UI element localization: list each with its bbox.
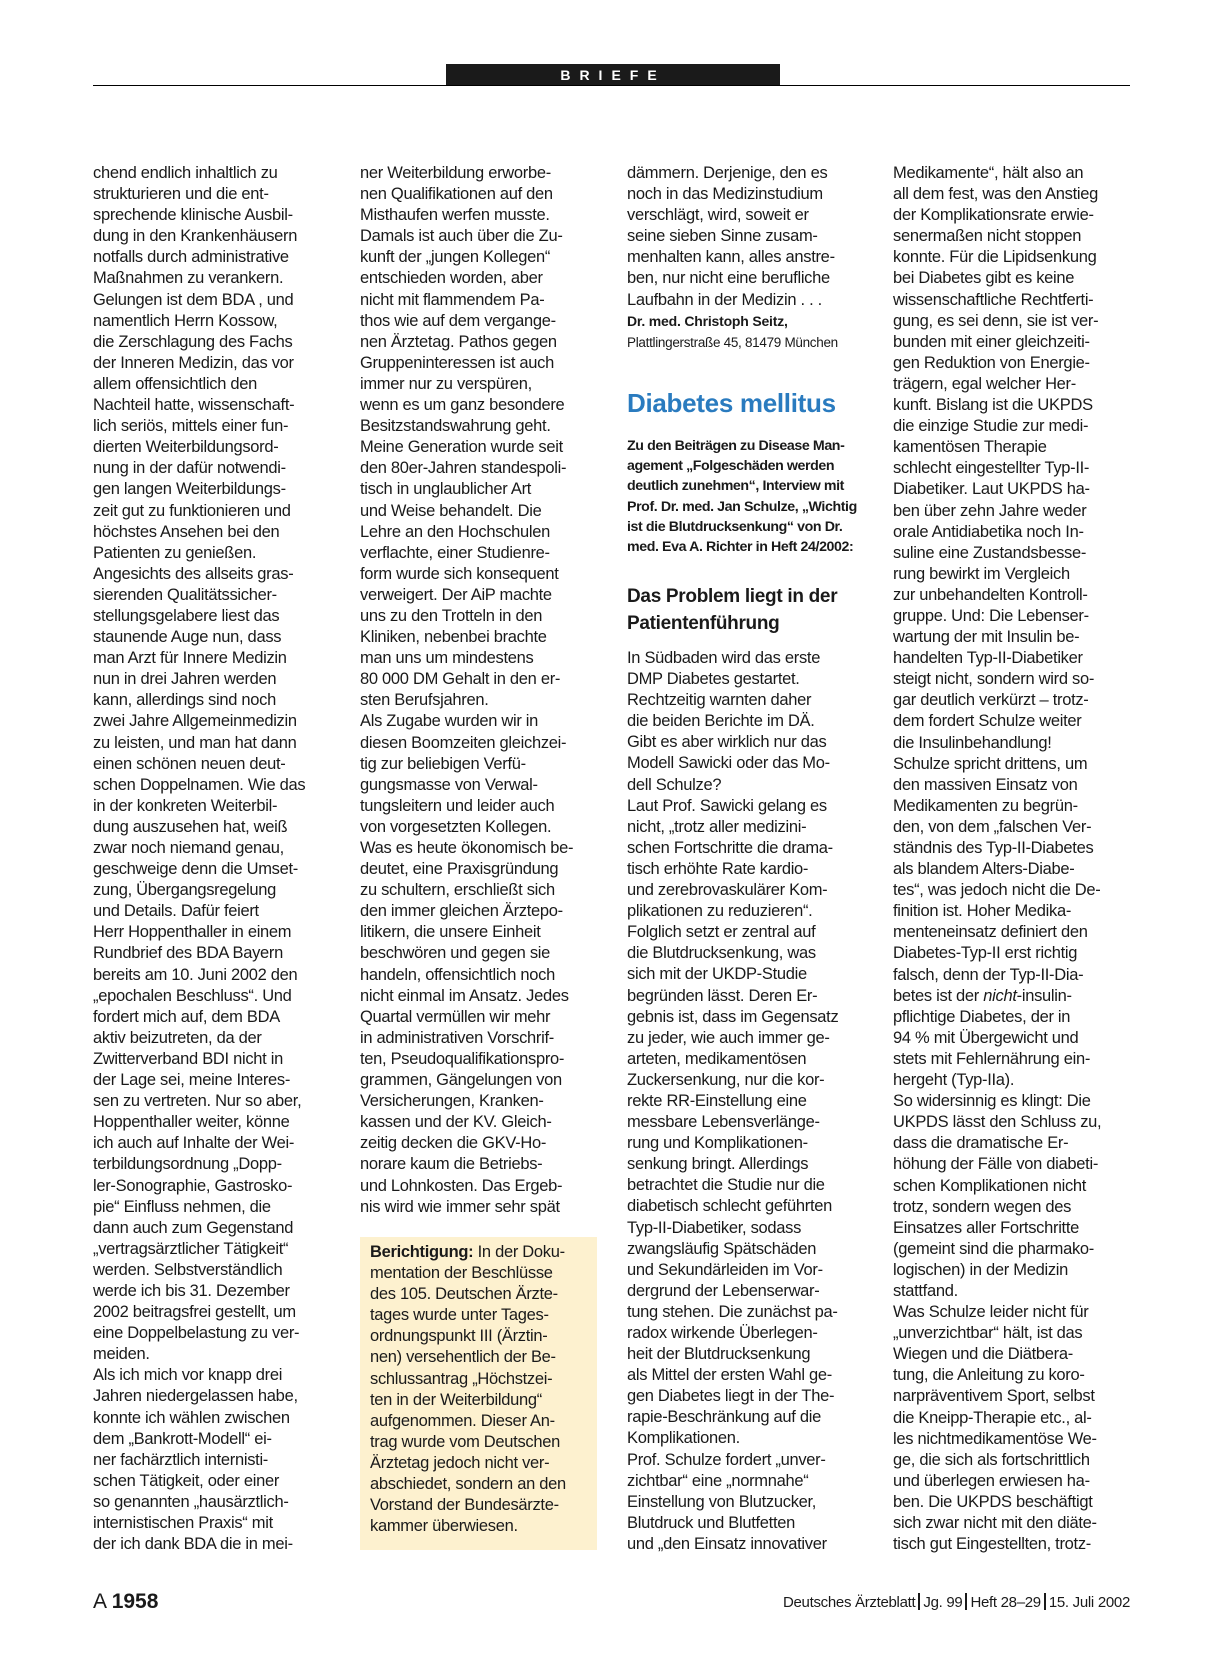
text-line: nen Qualifikationen auf den bbox=[360, 185, 553, 204]
text-line: aufgenommen. Dieser An- bbox=[370, 1411, 555, 1430]
text-line: Als Zugabe wurden wir in bbox=[360, 712, 539, 731]
issue: Heft 28–29 bbox=[970, 1594, 1041, 1611]
text-line: stattfand. bbox=[893, 1281, 958, 1300]
text-line: Was Schulze leider nicht für bbox=[893, 1303, 1089, 1322]
text-line: namentlich Herrn Kossow, bbox=[93, 311, 278, 330]
text-line: dann auch zum Gegenstand bbox=[93, 1218, 294, 1237]
text-line: den massiven Einsatz von bbox=[893, 775, 1078, 794]
text-line: sen zu vertreten. Nur so aber, bbox=[93, 1092, 302, 1111]
text-line: gungsmasse von Verwal- bbox=[360, 775, 538, 794]
text-line: wissenschaftliche Rechtferti- bbox=[893, 290, 1094, 309]
article-subhead bbox=[627, 583, 872, 637]
text-line: ständnis des Typ-II-Diabetes bbox=[893, 839, 1094, 857]
text-line: „vertragsärztlicher Tätigkeit“ bbox=[93, 1239, 289, 1258]
text-line: deutlich zunehmen“, Interview mit bbox=[627, 478, 844, 495]
text-line: Wiegen und die Diätbera- bbox=[893, 1345, 1073, 1364]
column-2 bbox=[360, 163, 600, 1218]
text-line: kammer überwiesen. bbox=[370, 1517, 518, 1536]
column-3-body bbox=[627, 648, 867, 1555]
text-line: rung und Komplikationen- bbox=[627, 1134, 808, 1153]
text-line: les nichtmedikamentöse We- bbox=[893, 1429, 1097, 1448]
text-line: Damals ist auch über die Zu- bbox=[360, 227, 563, 246]
text-line: schen Doppelnamen. Wie das bbox=[93, 775, 306, 794]
text-line: In Südbaden wird das erste bbox=[627, 649, 821, 667]
text-line: pie“ Einfluss nehmen, die bbox=[93, 1197, 271, 1216]
text-line: die Blutdrucksenkung, was bbox=[627, 944, 816, 963]
page-number: A 1958 bbox=[93, 1590, 159, 1613]
text-line: kunft. Bislang ist die UKPDS bbox=[893, 396, 1093, 415]
text-line: stets mit Fehlernährung ein- bbox=[893, 1049, 1091, 1068]
text-line: So widersinnig es klingt: Die bbox=[893, 1092, 1091, 1111]
text-line: deutet, eine Praxisgründung bbox=[360, 860, 559, 879]
text-line: man Arzt für Innere Medizin bbox=[93, 649, 287, 668]
text-line: thos wie auf dem vergange- bbox=[360, 311, 556, 330]
text-line: und zerebrovaskulärer Kom- bbox=[627, 881, 828, 900]
text-line: Einsatzes aller Fortschritte bbox=[893, 1218, 1079, 1237]
text-line: rung bewirkt im Vergleich bbox=[893, 564, 1070, 583]
text-line: uns zu den Trotteln in den bbox=[360, 606, 543, 625]
text-line: mentation der Beschlüsse bbox=[370, 1264, 553, 1283]
text-line: rekte RR-Einstellung eine bbox=[627, 1091, 807, 1110]
footer-citation bbox=[783, 1593, 1130, 1611]
text-line: sierenden Qualitätssicher- bbox=[93, 585, 277, 604]
text-line: handeln, offensichtlich noch bbox=[360, 965, 555, 984]
text-line: strukturieren und die ent- bbox=[93, 185, 269, 204]
text-line: trag wurde vom Deutschen bbox=[370, 1432, 560, 1451]
text-line: Meine Generation wurde seit bbox=[360, 438, 563, 457]
text-line: 94 % mit Übergewicht und bbox=[893, 1028, 1079, 1047]
text-line: schlecht eingestellter Typ-II- bbox=[893, 459, 1090, 478]
text-line: sten Berufsjahren. bbox=[360, 691, 489, 710]
text-line: zwar noch niemand genau, bbox=[93, 839, 284, 857]
text-line: dung in den Krankenhäusern bbox=[93, 227, 298, 246]
text-line: form wurde sich konsequent bbox=[360, 564, 559, 583]
text-line: Hoppenthaller weiter, könne bbox=[93, 1113, 290, 1132]
text-line: ist die Blutdrucksenkung“ von Dr. bbox=[627, 518, 843, 535]
text-line: als blandem Alters-Diabe- bbox=[893, 860, 1075, 879]
text-line: staunende Auge nun, dass bbox=[93, 628, 282, 647]
text-line: zu jeder, wie auch immer ge- bbox=[627, 1028, 830, 1047]
text-line: Ärztetag jedoch nicht ver- bbox=[370, 1453, 550, 1472]
text-line: Das Problem liegt in der bbox=[627, 586, 838, 607]
text-line: den 80er-Jahren standespoli- bbox=[360, 459, 567, 478]
text-line: der Inneren Medizin, das vor bbox=[93, 353, 294, 372]
text-line: zeit gut zu funktionieren und bbox=[93, 501, 291, 520]
text-line: Diabetiker. Laut UKPDS ha- bbox=[893, 480, 1090, 499]
text-line: werden. Selbstverständlich bbox=[93, 1260, 283, 1279]
text-line: schen Tätigkeit, oder einer bbox=[93, 1471, 280, 1490]
text-line: diabetisch schlecht geführten bbox=[627, 1197, 833, 1216]
text-line: hergeht (Typ-IIa). bbox=[893, 1071, 1015, 1090]
text-line: tisch in unglaublicher Art bbox=[360, 480, 532, 499]
text-line: zwei Jahre Allgemeinmedizin bbox=[93, 712, 297, 731]
text-line: logischen) in der Medizin bbox=[893, 1260, 1069, 1279]
text-line: den immer gleichen Ärztepo- bbox=[360, 902, 563, 921]
text-line: und Details. Dafür feiert bbox=[93, 902, 259, 921]
text-line: agement „Folgeschäden werden bbox=[627, 458, 835, 475]
text-line: die einzige Studie zur medi- bbox=[893, 417, 1089, 436]
text-line: sprechende klinische Ausbil- bbox=[93, 206, 293, 225]
text-line: litikern, die unsere Einheit bbox=[360, 923, 541, 942]
text-line: DMP Diabetes gestartet. bbox=[627, 670, 800, 689]
text-line: ge, die sich als fortschrittlich bbox=[893, 1450, 1090, 1469]
text-line: Patienten zu genießen. bbox=[93, 543, 257, 562]
text-line: nicht, „trotz aller medizini- bbox=[627, 817, 807, 836]
text-line: trägern, egal welcher Her- bbox=[893, 374, 1076, 393]
text-line: ner fachärztlich internisti- bbox=[93, 1450, 269, 1469]
text-line: Einstellung von Blutzucker, bbox=[627, 1492, 817, 1511]
text-line: ten, Pseudoqualifikationspro- bbox=[360, 1049, 565, 1068]
text-line: 80 000 DM Gehalt in den er- bbox=[360, 670, 561, 689]
text-line: 2002 beitragsfrei gestellt, um bbox=[93, 1303, 296, 1322]
text-line: grammen, Gängelungen von bbox=[360, 1071, 562, 1090]
text-line: ich auch auf Inhalte der Wei- bbox=[93, 1134, 295, 1153]
text-line: Als ich mich vor knapp drei bbox=[93, 1366, 283, 1385]
text-line: einen schönen neuen deut- bbox=[93, 754, 286, 773]
text-line: zur unbehandelten Kontroll- bbox=[893, 585, 1088, 604]
text-line: tung stehen. Die zunächst pa- bbox=[627, 1302, 838, 1321]
text-line: steigt nicht, sondern wird so- bbox=[893, 670, 1095, 689]
text-line: suline eine Zustandsbesse- bbox=[893, 543, 1087, 562]
text-line: des 105. Deutschen Ärzte- bbox=[370, 1285, 558, 1304]
text-line: seine sieben Sinne zusam- bbox=[627, 227, 818, 246]
text-line: nen) versehentlich der Be- bbox=[370, 1348, 556, 1367]
text-line: tig zur beliebigen Verfü- bbox=[360, 754, 526, 773]
text-line: Prof. Dr. med. Jan Schulze, „Wichtig bbox=[627, 498, 857, 515]
text-line: Maßnahmen zu verankern. bbox=[93, 269, 284, 288]
text-line: allem offensichtlich den bbox=[93, 374, 258, 393]
text-line: pflichtige Diabetes, der in bbox=[893, 1007, 1071, 1026]
text-line: die Kneipp-Therapie etc., al- bbox=[893, 1408, 1092, 1427]
text-line: Modell Sawicki oder das Mo- bbox=[627, 754, 830, 773]
text-line: Gibt es aber wirklich nur das bbox=[627, 733, 827, 752]
text-line: höhung der Fälle von diabeti- bbox=[893, 1155, 1099, 1174]
text-line: dell Schulze? bbox=[627, 775, 722, 794]
header-rule bbox=[93, 85, 1130, 86]
journal-name: Deutsches Ärzteblatt bbox=[782, 1594, 916, 1611]
text-line: verflachte, einer Studienre- bbox=[360, 543, 550, 562]
text-line: die Insulinbehandlung! bbox=[893, 733, 1052, 752]
text-line: verweigert. Der AiP machte bbox=[360, 585, 552, 604]
text-line: sich mit der UKDP-Studie bbox=[627, 965, 807, 984]
text-line: arteten, medikamentösen bbox=[627, 1049, 807, 1068]
text-line: entschieden worden, aber bbox=[360, 269, 543, 288]
text-line: nicht einmal im Ansatz. Jedes bbox=[360, 986, 569, 1005]
text-line: betrachtet die Studie nur die bbox=[627, 1176, 825, 1195]
text-line: finition ist. Hoher Medika- bbox=[893, 902, 1072, 921]
text-line: Misthaufen werfen musste. bbox=[360, 206, 550, 225]
text-line: Was es heute ökonomisch be- bbox=[360, 839, 574, 857]
text-line: dierten Weiterbildungsord- bbox=[93, 438, 279, 457]
text-line: schen Fortschritte die drama- bbox=[627, 838, 833, 857]
text-line: stellungsgelabere liest das bbox=[93, 606, 280, 625]
text-line: der ich dank BDA die in mei- bbox=[93, 1535, 293, 1554]
text-line: bunden mit einer gleichzeiti- bbox=[893, 332, 1090, 351]
separator bbox=[965, 1593, 967, 1610]
text-line: in der konkreten Weiterbil- bbox=[93, 796, 278, 815]
text-line: handelten Typ-II-Diabetiker bbox=[893, 649, 1083, 668]
text-line: Versicherungen, Kranken- bbox=[360, 1092, 544, 1111]
text-line: wenn es um ganz besondere bbox=[360, 396, 565, 415]
text-line: Zu den Beiträgen zu Disease Man- bbox=[627, 438, 845, 454]
text-line: dem fordert Schulze weiter bbox=[893, 712, 1082, 731]
text-line: und „den Einsatz innovativer bbox=[627, 1534, 827, 1553]
text-line: Nachteil hatte, wissenschaft- bbox=[93, 396, 295, 415]
text-line: tages wurde unter Tages- bbox=[370, 1306, 549, 1325]
text-line: beschwören und gegen sie bbox=[360, 944, 551, 963]
text-line: Vorstand der Bundesärzte- bbox=[370, 1496, 559, 1515]
text-line: nung in der dafür notwendi- bbox=[93, 459, 286, 478]
text-line: Jahren niedergelassen habe, bbox=[93, 1387, 298, 1406]
text-line: tisch erhöhte Rate kardio- bbox=[627, 859, 809, 878]
text-line: der Komplikationsrate erwie- bbox=[893, 206, 1094, 225]
correction-text bbox=[370, 1242, 590, 1537]
column-4 bbox=[893, 163, 1133, 1555]
text-line: dergrund der Lebenserwar- bbox=[627, 1281, 820, 1300]
text-line: menhalten kann, alles anstre- bbox=[627, 248, 835, 267]
text-line: Medikamenten zu begrün- bbox=[893, 796, 1078, 815]
text-line: und überlegen erwiesen ha- bbox=[893, 1471, 1090, 1490]
issue-date: 15. Juli 2002 bbox=[1048, 1594, 1130, 1611]
text-line: meiden. bbox=[93, 1345, 150, 1364]
signature-name: Dr. med. Christoph Seitz, bbox=[627, 312, 788, 329]
text-line: gen Reduktion von Energie- bbox=[893, 353, 1090, 372]
text-line: gung, es sei denn, sie ist ver- bbox=[893, 311, 1099, 330]
section-header: BRIEFE bbox=[446, 64, 780, 85]
text-line: zichtbar“ eine „normnahe“ bbox=[627, 1471, 809, 1490]
text-line: Gruppeninteressen ist auch bbox=[360, 353, 554, 372]
text-line: gar deutlich verkürzt – trotz- bbox=[893, 691, 1089, 710]
text-line: Quartal vermüllen wir mehr bbox=[360, 1007, 551, 1026]
text-line: Typ-II-Diabetiker, sodass bbox=[627, 1218, 802, 1237]
text-line: gebnis ist, dass im Gegensatz bbox=[627, 1007, 839, 1026]
text-line: narpräventivem Sport, selbst bbox=[893, 1387, 1095, 1406]
text-line: zu leisten, und man hat dann bbox=[93, 733, 297, 752]
text-line: Medikamente“, hält also an bbox=[893, 164, 1084, 182]
text-line: den, von dem „falschen Ver- bbox=[893, 817, 1092, 836]
text-line: Kliniken, nebenbei brachte bbox=[360, 628, 547, 647]
text-line: ben. Die UKPDS beschäftigt bbox=[893, 1492, 1093, 1511]
text-line: dass die dramatische Er- bbox=[893, 1134, 1069, 1153]
text-line: Zuckersenkung, nur die kor- bbox=[627, 1070, 825, 1089]
text-line: dung auszusehen hat, weiß bbox=[93, 817, 288, 836]
text-line: messbare Lebensverlänge- bbox=[627, 1113, 820, 1132]
text-line: kassen und der KV. Gleich- bbox=[360, 1113, 552, 1132]
text-line: Rundbrief des BDA Bayern bbox=[93, 944, 283, 963]
text-line: begründen lässt. Deren Er- bbox=[627, 986, 818, 1005]
text-line: (gemeint sind die pharmako- bbox=[893, 1239, 1095, 1258]
text-line: radox wirkende Überlegen- bbox=[627, 1324, 818, 1342]
text-line: chend endlich inhaltlich zu bbox=[93, 164, 278, 182]
text-line: plikationen zu reduzieren“. bbox=[627, 902, 813, 921]
separator bbox=[918, 1593, 920, 1610]
text-line: so genannten „hausärztlich- bbox=[93, 1492, 289, 1511]
text-line: Lehre an den Hochschulen bbox=[360, 522, 551, 541]
text-line: und Lohnkosten. Das Ergeb- bbox=[360, 1176, 563, 1195]
text-line: tung, die Anleitung zu koro- bbox=[893, 1366, 1085, 1385]
text-line: Folglich setzt er zentral auf bbox=[627, 923, 816, 942]
text-line: heit der Blutdrucksenkung bbox=[627, 1345, 811, 1364]
text-line: konnte ich wählen zwischen bbox=[93, 1408, 290, 1427]
text-line: nicht mit flammendem Pa- bbox=[360, 290, 545, 309]
text-line: dämmern. Derjenige, den es bbox=[627, 164, 828, 182]
text-line: nis wird wie immer sehr spät bbox=[360, 1197, 560, 1216]
text-line: zu schultern, erschließt sich bbox=[360, 881, 555, 900]
text-line: in administrativen Vorschrif- bbox=[360, 1028, 554, 1047]
text-line: noch in das Medizinstudium bbox=[627, 185, 823, 204]
text-line: diesen Boomzeiten gleichzei- bbox=[360, 733, 567, 752]
text-line: man uns um mindestens bbox=[360, 649, 534, 668]
text-line: norare kaum die Betriebs- bbox=[360, 1155, 543, 1174]
text-line: kunft der „jungen Kollegen“ bbox=[360, 248, 551, 267]
text-line: ben, nur nicht eine berufliche bbox=[627, 269, 830, 288]
text-line: wartung der mit Insulin be- bbox=[893, 628, 1080, 647]
text-line: rapie-Beschränkung auf die bbox=[627, 1408, 821, 1427]
text-line: werde ich bis 31. Dezember bbox=[93, 1281, 290, 1300]
text-line: eine Doppelbelastung zu ver- bbox=[93, 1324, 300, 1343]
text-line: Schulze spricht drittens, um bbox=[893, 754, 1088, 773]
text-line: bereits am 10. Juni 2002 den bbox=[93, 965, 298, 984]
text-line: geschweige denn die Umset- bbox=[93, 860, 298, 879]
correction-line: In der Doku- bbox=[473, 1243, 565, 1261]
text-line: verschlägt, wird, soweit er bbox=[627, 206, 809, 225]
text-line: Laut Prof. Sawicki gelang es bbox=[627, 796, 827, 815]
text-line: ler-Sonographie, Gastrosko- bbox=[93, 1176, 293, 1195]
text-line: internistischen Praxis“ mit bbox=[93, 1514, 273, 1532]
column-3-top bbox=[627, 163, 867, 353]
text-line: orale Antidiabetika noch In- bbox=[893, 522, 1084, 541]
text-line: die Zerschlagung des Fachs bbox=[93, 332, 293, 351]
text-line: als Mittel der ersten Wahl ge- bbox=[627, 1366, 832, 1385]
text-line: immer nur zu verspüren, bbox=[360, 374, 532, 393]
column-1 bbox=[93, 163, 339, 1555]
text-line: lich seriös, mittels einer fun- bbox=[93, 417, 289, 436]
separator bbox=[1044, 1593, 1046, 1610]
text-line: höchstes Ansehen bei den bbox=[93, 522, 280, 541]
text-line: und Weise behandelt. Die bbox=[360, 501, 542, 520]
text-line: schlussantrag „Höchstzei- bbox=[370, 1369, 553, 1388]
text-line: Angesichts des allseits gras- bbox=[93, 564, 294, 583]
text-line: ten in der Weiterbildung“ bbox=[370, 1390, 542, 1409]
text-line: schen Komplikationen nicht bbox=[893, 1176, 1087, 1195]
text-line: menteneinsatz definiert den bbox=[893, 923, 1088, 942]
text-line: Herr Hoppenthaller in einem bbox=[93, 923, 292, 942]
text-line: tes“, was jedoch nicht die De- bbox=[893, 881, 1101, 900]
text-line: der Lage sei, meine Interes- bbox=[93, 1071, 291, 1090]
text-line: UKPDS lässt den Schluss zu, bbox=[893, 1113, 1102, 1132]
text-line: ner Weiterbildung erworbe- bbox=[360, 164, 551, 182]
text-line: terbildungsordnung „Dopp- bbox=[93, 1155, 282, 1174]
text-line: von vorgesetzten Kollegen. bbox=[360, 817, 552, 836]
text-line: aktiv beizutreten, da der bbox=[93, 1028, 262, 1047]
text-line: Prof. Schulze fordert „unver- bbox=[627, 1450, 826, 1469]
article-intro bbox=[627, 436, 872, 557]
text-line: ordnungspunkt III (Ärztin- bbox=[370, 1327, 548, 1346]
text-line: kamentösen Therapie bbox=[893, 438, 1047, 457]
text-line: zwangsläufig Spätschäden bbox=[627, 1239, 817, 1258]
signature-address: Plattlingerstraße 45, 81479 München bbox=[627, 334, 838, 350]
text-line: zung, Übergangsregelung bbox=[93, 881, 276, 900]
text-line: dem „Bankrott-Modell“ ei- bbox=[93, 1429, 272, 1448]
text-line: nun in drei Jahren werden bbox=[93, 670, 277, 689]
text-line: kann, allerdings sind noch bbox=[93, 691, 276, 710]
text-line: senermaßen nicht stoppen bbox=[893, 227, 1082, 246]
text-line: bei Diabetes gibt es keine bbox=[893, 269, 1075, 288]
text-line: Zwitterverband BDI nicht in bbox=[93, 1049, 283, 1068]
text-line: und Sekundärleiden im Vor- bbox=[627, 1260, 823, 1279]
text-line: „epochalen Beschluss“. Und bbox=[93, 986, 292, 1005]
article-title: Diabetes mellitus bbox=[627, 388, 836, 418]
text-line: Diabetes-Typ-II erst richtig bbox=[893, 944, 1078, 963]
text-line: tisch gut Eingestellten, trotz- bbox=[893, 1535, 1091, 1554]
text-line: ben über zehn Jahre weder bbox=[893, 501, 1087, 520]
text-line: zeitig decken die GKV-Ho- bbox=[360, 1134, 547, 1153]
text-line: die beiden Berichte im DÄ. bbox=[627, 712, 815, 731]
text-line: betes ist der nicht-insulin- bbox=[893, 986, 1072, 1005]
text-line: Besitzstandswahrung geht. bbox=[360, 417, 551, 436]
text-line: falsch, denn der Typ-II-Dia- bbox=[893, 965, 1084, 984]
text-line: Komplikationen. bbox=[627, 1429, 740, 1448]
correction-label: Berichtigung: bbox=[370, 1243, 474, 1261]
text-line: Blutdruck und Blutfetten bbox=[627, 1513, 795, 1532]
text-line: Rechtzeitig warnten daher bbox=[627, 691, 812, 710]
volume: Jg. 99 bbox=[923, 1594, 963, 1611]
text-line: gen Diabetes liegt in der The- bbox=[627, 1387, 835, 1406]
text-line: fordert mich auf, dem BDA bbox=[93, 1007, 280, 1026]
text-line: all dem fest, was den Anstieg bbox=[893, 185, 1099, 204]
text-line: „unverzichtbar“ hält, ist das bbox=[893, 1324, 1083, 1343]
text-line: trotz, sondern wegen des bbox=[893, 1197, 1072, 1216]
text-line: gruppe. Und: Die Lebenser- bbox=[893, 606, 1089, 625]
text-line: Gelungen ist dem BDA , und bbox=[93, 290, 294, 309]
text-line: Laufbahn in der Medizin . . . bbox=[627, 290, 822, 309]
text-line: nen Ärztetag. Pathos gegen bbox=[360, 332, 557, 351]
text-line: tungsleitern und leider auch bbox=[360, 796, 555, 815]
text-line: konnte. Für die Lipidsenkung bbox=[893, 248, 1097, 267]
text-line: abschiedet, sondern an den bbox=[370, 1475, 566, 1494]
text-line: Patientenführung bbox=[627, 613, 780, 634]
text-line: sich zwar nicht mit den diäte- bbox=[893, 1514, 1097, 1532]
text-line: gen langen Weiterbildungs- bbox=[93, 480, 286, 499]
text-line: med. Eva A. Richter in Heft 24/2002: bbox=[627, 539, 854, 556]
text-line: senkung bringt. Allerdings bbox=[627, 1155, 809, 1174]
italic-word: nicht bbox=[983, 986, 1017, 1005]
text-line: notfalls durch administrative bbox=[93, 248, 289, 267]
